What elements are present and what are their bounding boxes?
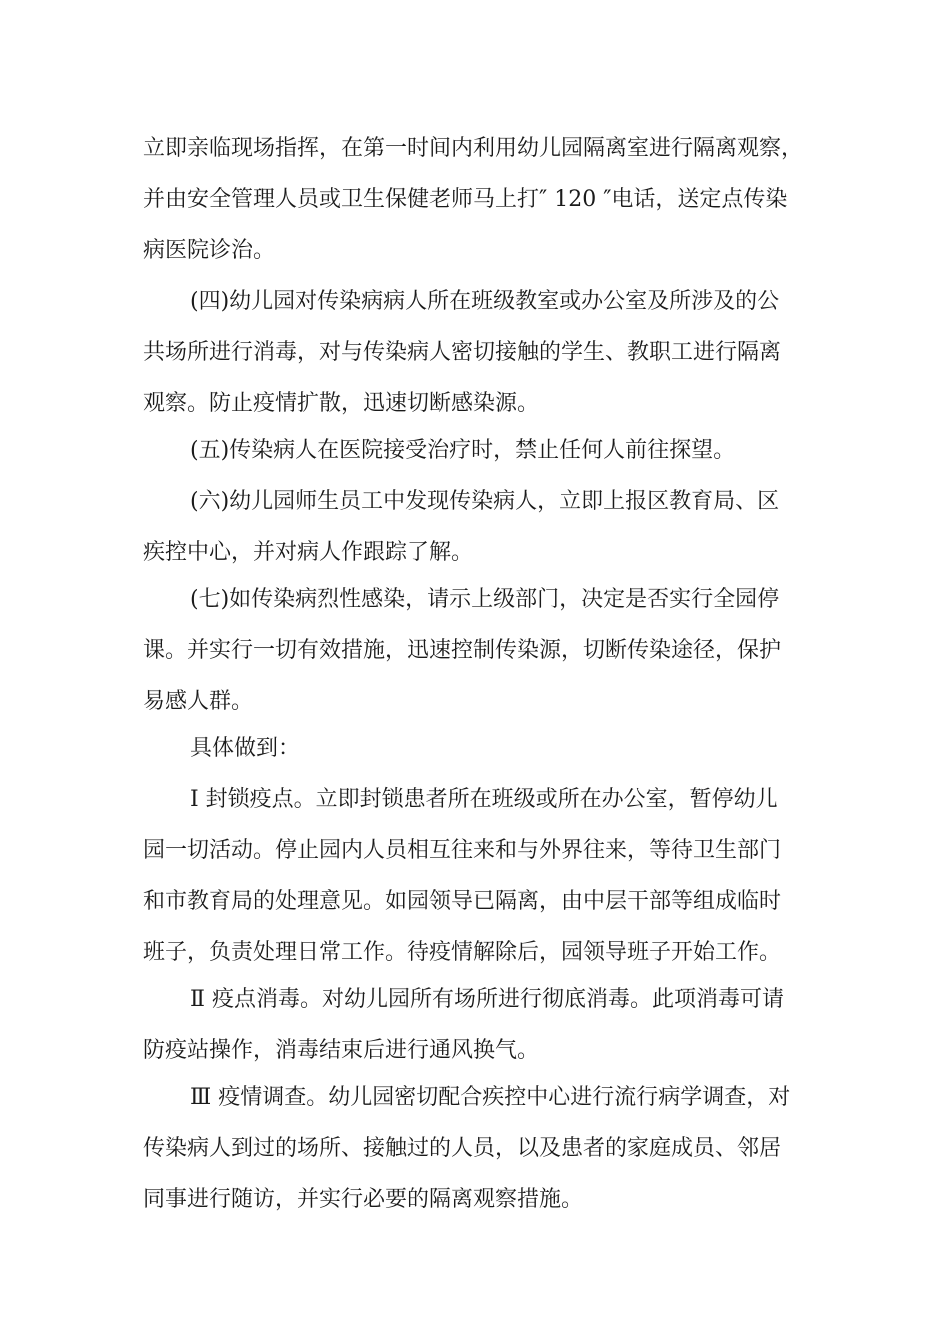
text-line: 班子，负责处理日常工作。待疫情解除后，园领导班子开始工作。 [143, 940, 782, 965]
text-line: 易感人群。 [143, 689, 254, 714]
text-line: 观察。防止疫情扩散，迅速切断感染源。 [143, 391, 540, 416]
text-line: 传染病人到过的场所、接触过的人员，以及患者的家庭成员、邻居 [143, 1136, 782, 1161]
item-two-start: Ⅱ 疫点消毒。对幼儿园所有场所进行彻底消毒。此项消毒可请 [190, 987, 784, 1012]
text-line: 和市教育局的处理意见。如园领导已隔离，由中层干部等组成临时 [143, 889, 782, 914]
text-line: 共场所进行消毒，对与传染病人密切接触的学生、教职工进行隔离 [143, 340, 782, 365]
text-line: 并由安全管理人员或卫生保健老师马上打″ 120 ″电话，送定点传染 [143, 187, 788, 212]
text-line: 同事进行随访，并实行必要的隔离观察措施。 [143, 1187, 584, 1212]
item-one-start: Ⅰ 封锁疫点。立即封锁患者所在班级或所在办公室，暂停幼儿 [190, 787, 778, 812]
text-line: 园一切活动。停止园内人员相互往来和与外界往来，等待卫生部门 [143, 838, 782, 863]
paragraph-seven-start: (七)如传染病烈性感染，请示上级部门，决定是否实行全园停 [190, 587, 780, 612]
text-line: 课。并实行一切有效措施，迅速控制传染源，切断传染途径，保护 [143, 638, 782, 663]
text-line: 病医院诊治。 [143, 238, 276, 263]
text-line: 防疫站操作，消毒结束后进行通风换气。 [143, 1038, 540, 1063]
item-three-start: Ⅲ 疫情调查。幼儿园密切配合疾控中心进行流行病学调查，对 [190, 1085, 791, 1110]
paragraph-five: (五)传染病人在医院接受治疗时，禁止任何人前往探望。 [190, 438, 736, 463]
section-heading: 具体做到： [190, 736, 301, 761]
paragraph-four-start: (四)幼儿园对传染病病人所在班级教室或办公室及所涉及的公 [190, 289, 780, 314]
text-line: 疾控中心，并对病人作跟踪了解。 [143, 540, 474, 565]
paragraph-six-start: (六)幼儿园师生员工中发现传染病人，立即上报区教育局、区 [190, 489, 780, 514]
text-line: 立即亲临现场指挥，在第一时间内利用幼儿园隔离室进行隔离观察， [143, 136, 804, 161]
